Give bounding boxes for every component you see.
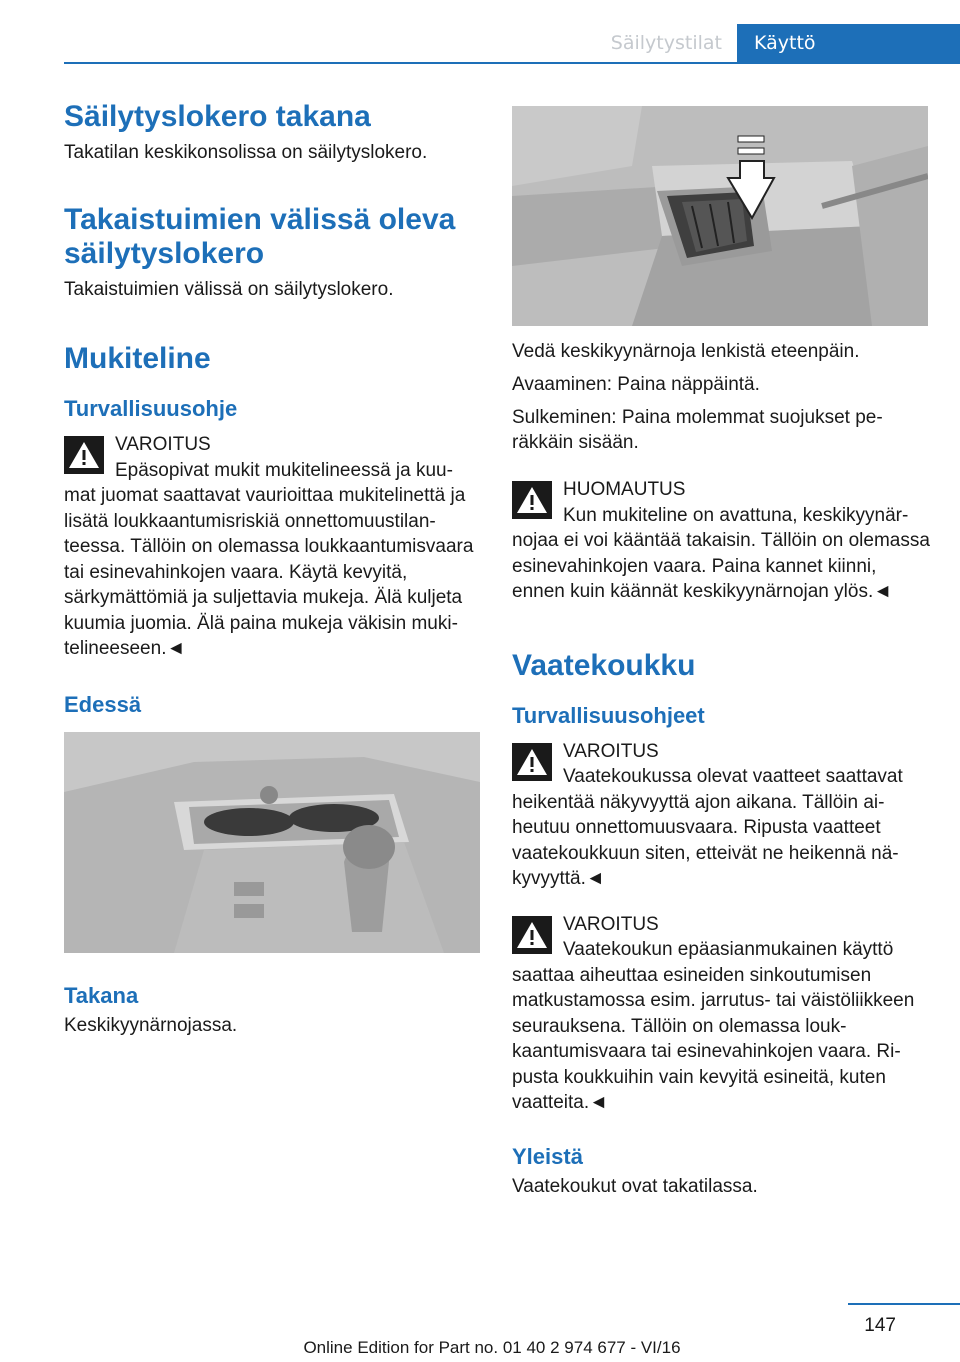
- heading-cupholder: Mukiteline: [64, 342, 211, 375]
- warning-triangle-icon: [512, 916, 552, 954]
- warning-text-first-line: Vaatekoukun epäasianmukainen käyttö: [563, 939, 894, 960]
- warning-triangle-icon: [512, 743, 552, 781]
- warning-hook-visibility: [512, 739, 930, 892]
- text-closing: Sulkeminen: Paina molemmat suojukset peräkkäin sisään.: [512, 407, 883, 453]
- left-column: [64, 100, 482, 1038]
- front-cupholder-photo: [64, 732, 480, 953]
- page-number: 147: [864, 1315, 896, 1336]
- warning-text: heikentää näkyvyyttä ajon aikana. Tällöin aiheutuu onnettomuusvaara. Ripusta vaatteet vaatekoukkuun siten, etteivät ne heikennä näkyvyyttä.◄: [512, 791, 899, 889]
- text-rear: Keskikyynärnojassa.: [64, 1014, 238, 1036]
- heading-safety-notes: Turvallisuusohjeet: [512, 702, 705, 728]
- note-text: nojaa ei voi kääntää takaisin. Tällöin on olemassa esinevahinkojen vaara. Paina kannet kiinni, ennen kuin käännät keskikyynärnojan ylös.◄: [512, 530, 930, 602]
- rear-armrest-photo: [512, 106, 928, 326]
- text-pull-armrest: Vedä keskikyynärnoja lenkistä eteenpäin.: [512, 341, 860, 362]
- note-cupholder: [512, 477, 930, 605]
- note-triangle-icon: [512, 481, 552, 519]
- header-chapter-tab: Käyttö: [737, 24, 960, 64]
- header-section-title: Säilytystilat: [610, 32, 722, 54]
- header-rule: [64, 62, 960, 64]
- warning-title: VAROITUS: [563, 740, 659, 762]
- heading-rear: Takana: [64, 982, 139, 1008]
- heading-between-seats: Takaistuimien välissä oleva säilytyslokero: [64, 203, 456, 270]
- note-text-first-line: Kun mukiteline on avattuna, keskikyynär-: [563, 504, 909, 526]
- heading-safety-note: Turvallisuusohje: [64, 396, 238, 421]
- warning-title: VAROITUS: [563, 913, 659, 935]
- warning-text-first-line: Vaatekoukussa olevat vaatteet saattavat: [563, 766, 903, 787]
- edition-note: Online Edition for Part no. 01 40 2 974 677 - VI/16: [303, 1338, 681, 1357]
- warning-text-first-line: Epäsopivat mukit mukitelineessä ja kuu-: [115, 459, 453, 481]
- right-column: [512, 106, 930, 1199]
- text-opening: Avaaminen: Paina näppäintä.: [512, 374, 760, 395]
- text-general: Vaatekoukut ovat takatilassa.: [512, 1175, 758, 1197]
- note-title: HUOMAUTUS: [563, 479, 686, 500]
- heading-front: Edessä: [64, 691, 142, 717]
- warning-title: VAROITUS: [115, 434, 211, 455]
- warning-text: mat juomat saattavat vaurioittaa mukitelinettä ja lisätä loukkaantumisriskiä onnettomuustilanteessa. Tällöin on olemassa loukkaantumisvaara tai esinevahinkojen vaara. Käytä kevyitä, särkymättömiä ja suljettavia mukeja. Älä kuljeta kuumia juomia. Älä paina mukeja väkisin mukitelineeseen.◄: [64, 485, 474, 659]
- warning-triangle-icon: [64, 436, 104, 474]
- heading-storage-rear: Säilytyslokero takana: [64, 100, 371, 133]
- heading-clothes-hook: Vaatekoukku: [512, 648, 696, 682]
- heading-general: Yleistä: [512, 1143, 583, 1169]
- warning-text: saattaa aiheuttaa esineiden sinkoutumisen matkustamossa esim. jarrutus- tai väistöliikkeen seurauksena. Tällöin on olemassa loukkaantumisvaara tai esinevahinkojen vaara. Ripusta koukkuihin vain kevyitä esineitä, kuten vaatteita.◄: [512, 964, 915, 1113]
- warning-cupholder: [64, 432, 482, 662]
- text-between-seats: Takaistuimien välissä on säilytyslokero.: [64, 279, 394, 300]
- warning-hook-misuse: [512, 912, 930, 1116]
- footer-rule: [848, 1303, 960, 1305]
- text-storage-rear: Takatilan keskikonsolissa on säilytyslokero.: [64, 142, 428, 163]
